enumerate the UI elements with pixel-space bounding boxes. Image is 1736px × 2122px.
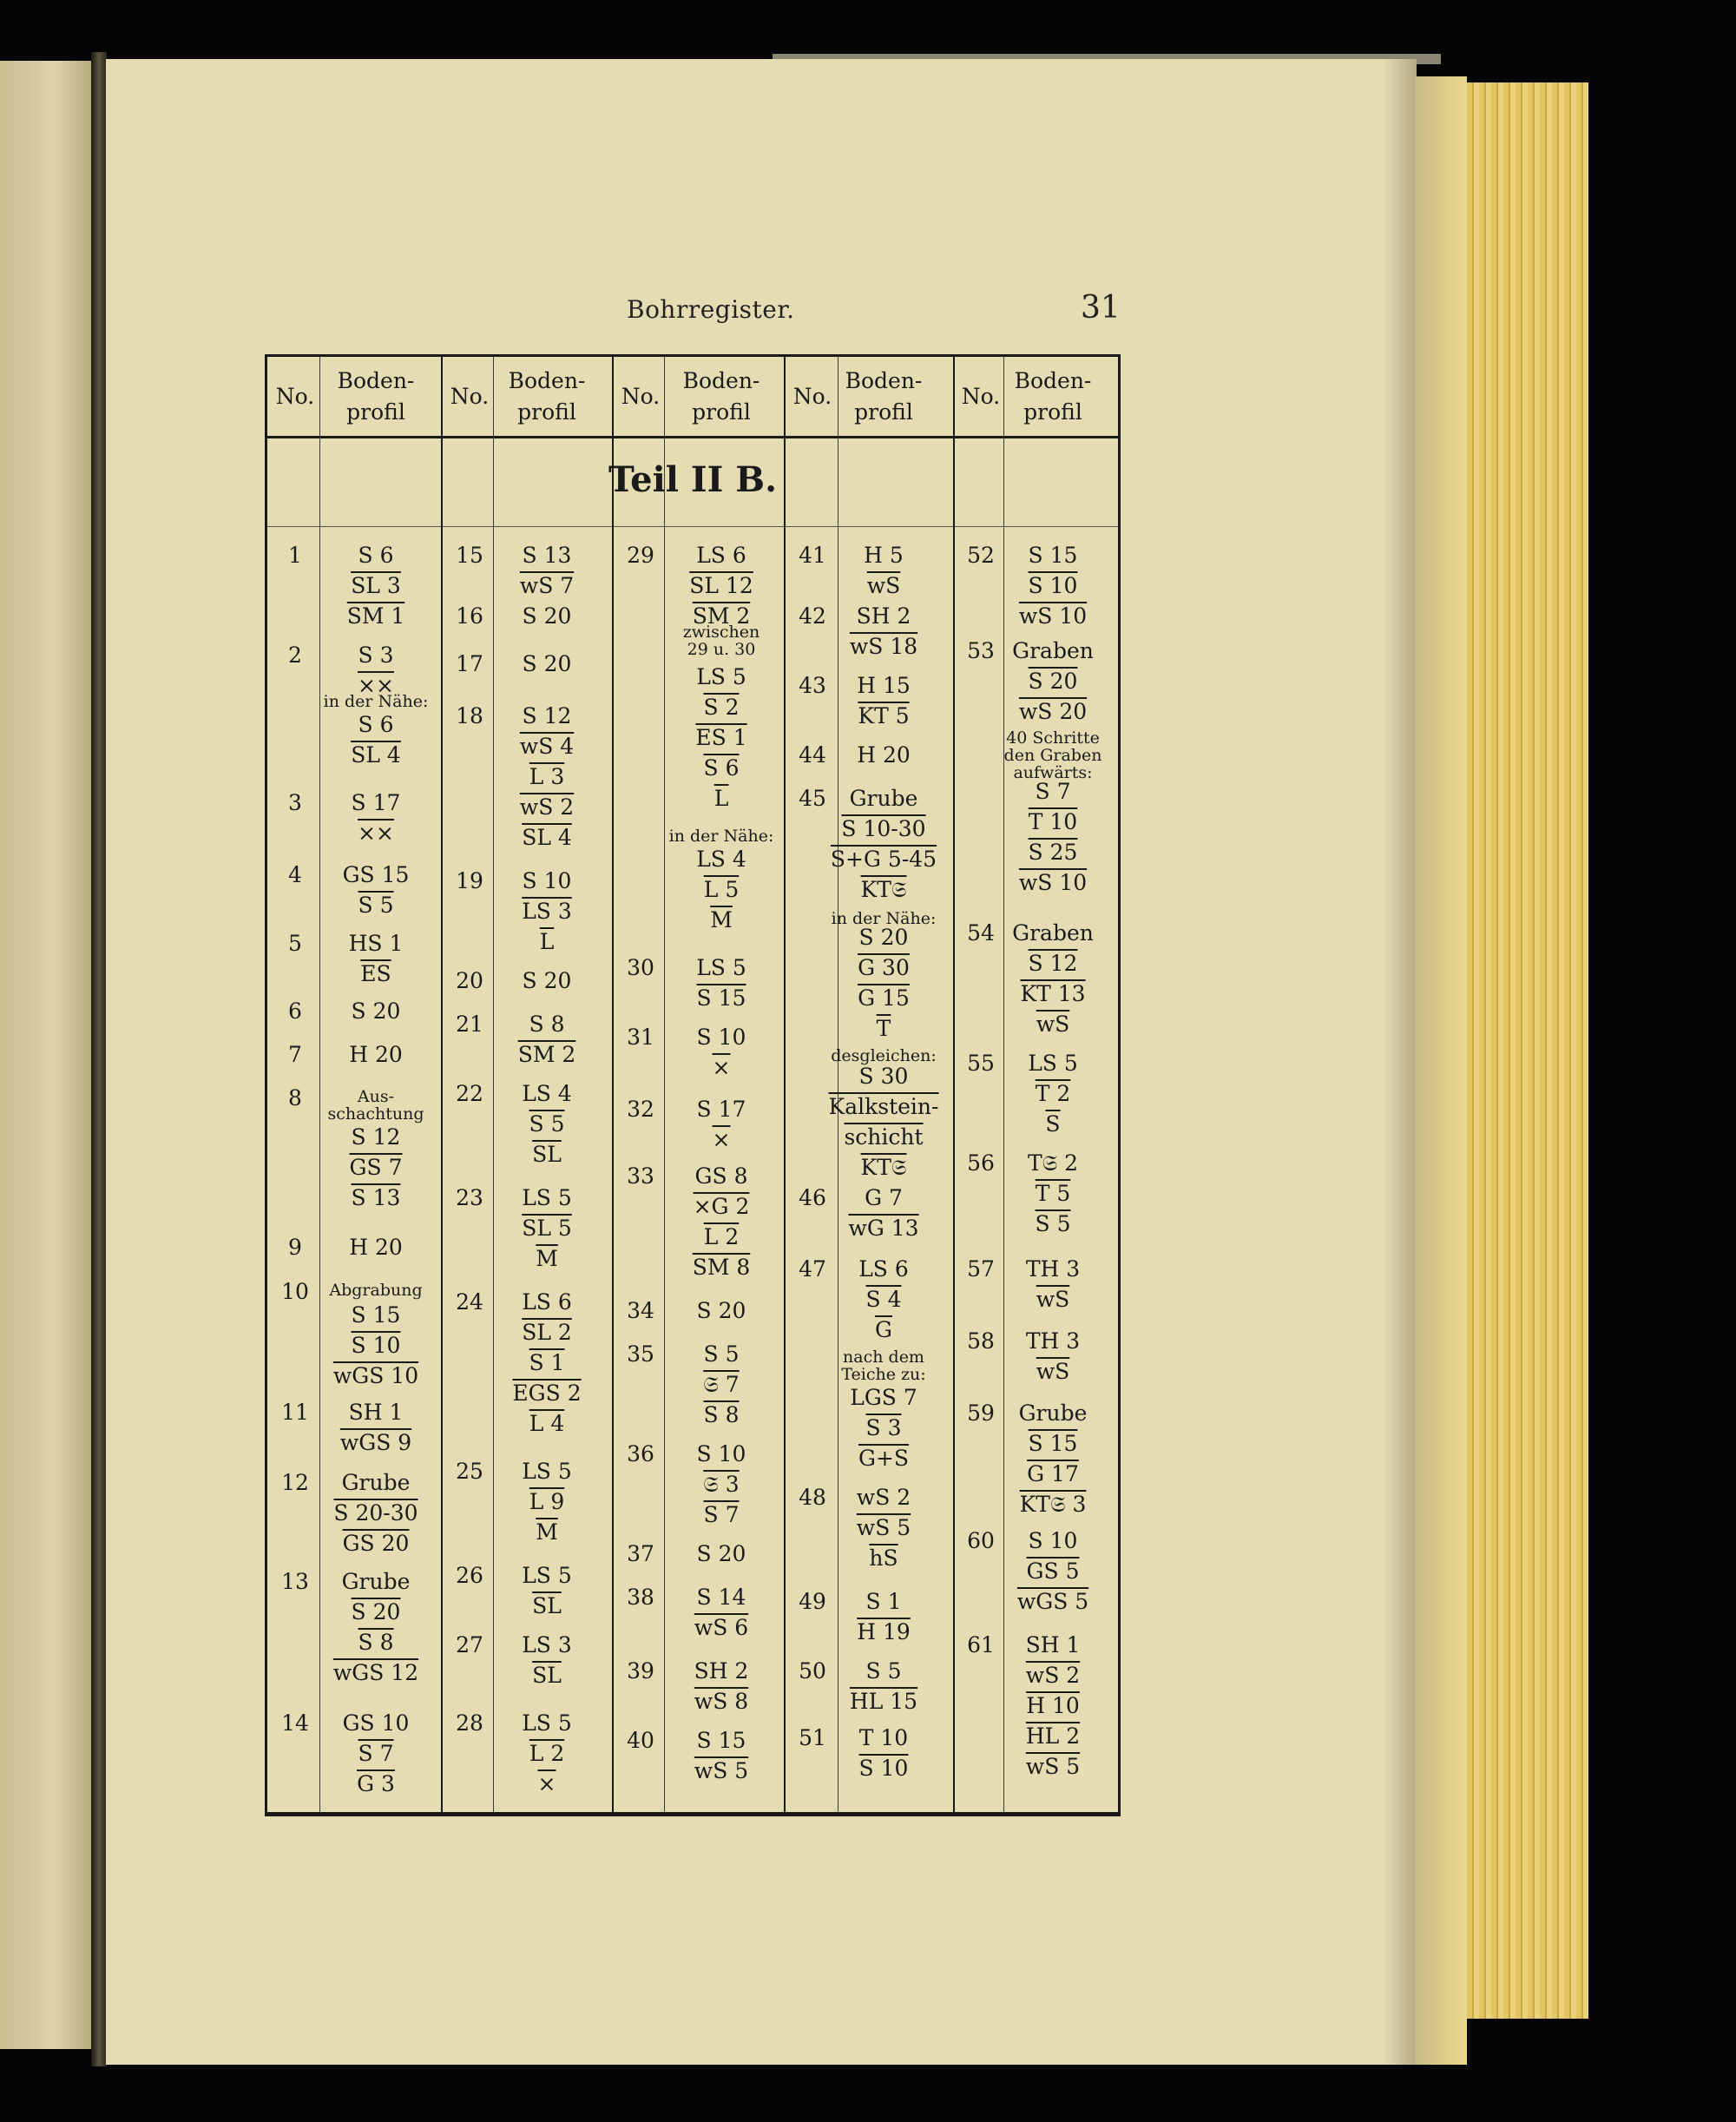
soil-layer: SL 2 <box>522 1320 572 1345</box>
soil-layer: S 20 <box>522 968 572 993</box>
soil-layer: L 2 <box>529 1741 565 1766</box>
soil-layer: LS 5 <box>696 955 746 980</box>
boring-number: 6 <box>288 998 302 1024</box>
page-block-edges <box>1467 82 1588 2019</box>
soil-layer: G 15 <box>858 985 910 1011</box>
boring-number: 47 <box>799 1256 826 1282</box>
soil-layer: Grube <box>341 1470 411 1495</box>
soil-layer: wGS 5 <box>1016 1589 1089 1614</box>
soil-layer: $\overline{SL}$ <box>532 1142 562 1167</box>
soil-layer: GS 5 <box>1026 1559 1080 1584</box>
soil-layer: SL 4 <box>522 825 572 850</box>
boring-number: 11 <box>281 1400 309 1425</box>
boring-number: 57 <box>967 1256 995 1282</box>
soil-layer: × <box>537 1771 556 1796</box>
soil-layer: SH 1 <box>1025 1632 1081 1657</box>
soil-layer: SH 1 <box>348 1400 404 1425</box>
boring-number: 27 <box>456 1632 483 1657</box>
soil-layer: LS 5 <box>522 1563 572 1588</box>
soil-layer: S 6 <box>358 712 394 737</box>
boring-number: 40 <box>627 1728 654 1753</box>
boring-number: 39 <box>627 1658 654 1684</box>
soil-layer: S 6 <box>703 755 740 781</box>
soil-layer: SL 4 <box>351 742 401 768</box>
soil-layer: 𝔖 7 <box>703 1372 740 1397</box>
soil-layer: H 19 <box>857 1619 911 1644</box>
boring-number: 37 <box>627 1541 654 1566</box>
soil-layer: S 3 <box>358 643 394 668</box>
left-page-edge <box>0 61 91 2049</box>
book-gutter <box>91 52 107 2066</box>
soil-layer: S 20 <box>1028 669 1078 694</box>
soil-layer: S 15 <box>696 1728 746 1753</box>
header-bodenprofil: Boden- profil <box>337 367 415 425</box>
soil-layer: GS 8 <box>694 1163 748 1189</box>
boring-number: 19 <box>456 868 483 893</box>
location-note: in der Nähe: <box>831 909 937 928</box>
soil-layer: $\overline{hS}$ <box>869 1545 898 1571</box>
soil-layer: S 17 <box>696 1097 746 1122</box>
soil-layer: S 1 <box>529 1350 565 1375</box>
soil-layer: S 7 <box>703 1502 740 1527</box>
soil-layer: SM 8 <box>692 1255 751 1280</box>
soil-layer: LS 5 <box>522 1185 572 1210</box>
soil-layer: T 5 <box>1035 1181 1071 1206</box>
soil-layer: S 15 <box>1028 543 1078 568</box>
soil-layer: S 15 <box>1028 1431 1078 1456</box>
soil-layer: S 14 <box>696 1585 746 1610</box>
soil-layer: TH 3 <box>1025 1328 1081 1354</box>
location-note: Aus- schachtung <box>327 1087 424 1124</box>
soil-layer: L 5 <box>703 877 740 902</box>
soil-layer: $\overline{wS}$ <box>1036 1012 1070 1037</box>
soil-layer: $\overline{SL}$ <box>532 1663 562 1688</box>
page-number: 31 <box>1081 290 1121 326</box>
soil-layer: wS 4 <box>519 734 575 759</box>
location-note: Abgrabung <box>329 1281 423 1300</box>
soil-layer: $\overline{M}$ <box>536 1519 558 1545</box>
soil-layer: S 20 <box>696 1298 746 1323</box>
soil-layer: HS 1 <box>348 931 404 956</box>
soil-layer: H 20 <box>349 1235 403 1260</box>
soil-layer: S 8 <box>703 1402 740 1427</box>
header-bodenprofil: Boden- profil <box>845 367 923 425</box>
soil-layer: S 30 <box>858 1064 909 1089</box>
soil-layer: KT 13 <box>1020 981 1086 1006</box>
soil-layer: S 20 <box>351 1599 401 1624</box>
soil-layer: S 15 <box>696 985 746 1011</box>
soil-layer: S 20 <box>522 651 572 676</box>
soil-layer: wS 2 <box>856 1485 911 1510</box>
soil-layer: S 10 <box>696 1025 746 1050</box>
soil-layer: S+G 5-45 <box>830 847 937 872</box>
boring-number: 26 <box>456 1563 483 1588</box>
soil-layer: HL 2 <box>1025 1723 1081 1749</box>
soil-layer: wG 13 <box>848 1216 919 1241</box>
location-note: in der Nähe: <box>668 827 774 846</box>
boring-number: 30 <box>627 955 654 980</box>
header-no: No. <box>961 383 1001 409</box>
boring-number: 52 <box>967 543 995 568</box>
soil-layer: LS 6 <box>696 543 746 568</box>
soil-layer: S 6 <box>358 543 394 568</box>
boring-number: 2 <box>288 643 302 668</box>
location-note: nach dem Teiche zu: <box>841 1348 926 1384</box>
soil-layer: S 5 <box>529 1111 565 1137</box>
header-no: No. <box>450 383 490 409</box>
soil-layer: S 8 <box>529 1012 565 1037</box>
boring-number: 24 <box>456 1289 483 1315</box>
soil-layer: wGS 10 <box>332 1363 419 1388</box>
boring-number: 54 <box>967 920 995 946</box>
soil-layer: SM 2 <box>517 1042 576 1067</box>
section-title: Teil II B. <box>608 459 778 500</box>
soil-layer: S 13 <box>351 1185 401 1210</box>
boring-number: 43 <box>799 673 826 698</box>
boring-number: 25 <box>456 1459 483 1484</box>
soil-layer: H 15 <box>857 673 911 698</box>
soil-layer: S 1 <box>865 1589 902 1614</box>
soil-layer: LS 4 <box>522 1081 572 1106</box>
soil-layer: $\overline{wS}$ <box>1036 1359 1070 1384</box>
header-no: No. <box>621 383 661 409</box>
soil-layer: L 9 <box>529 1489 565 1514</box>
soil-layer: wS 5 <box>1025 1754 1081 1779</box>
soil-layer: S 12 <box>351 1124 401 1150</box>
boring-number: 1 <box>288 543 302 568</box>
boring-number: 9 <box>288 1235 302 1260</box>
boring-number: 21 <box>456 1012 483 1037</box>
boring-number: 17 <box>456 651 483 676</box>
boring-number: 33 <box>627 1163 654 1189</box>
soil-layer: $\overline{wS}$ <box>866 573 901 598</box>
soil-layer: SH 2 <box>856 603 911 629</box>
soil-layer: LS 5 <box>1028 1051 1078 1076</box>
boring-number: 38 <box>627 1585 654 1610</box>
soil-layer: EGS 2 <box>512 1381 582 1406</box>
boring-number: 31 <box>627 1025 654 1050</box>
boring-number: 20 <box>456 968 483 993</box>
soil-layer: T𝔖 2 <box>1027 1150 1079 1176</box>
soil-layer: H 20 <box>349 1042 403 1067</box>
soil-layer: S 5 <box>865 1658 902 1684</box>
boring-number: 36 <box>627 1441 654 1466</box>
soil-layer: ×× <box>358 673 394 698</box>
soil-layer: SL 3 <box>351 573 401 598</box>
soil-layer: SM 2 <box>692 603 751 629</box>
soil-layer: Graben <box>1012 920 1094 946</box>
location-note: zwischen 29 u. 30 <box>682 623 760 659</box>
soil-layer: $\overline{M}$ <box>536 1246 558 1271</box>
header-bodenprofil: Boden- profil <box>1014 367 1092 425</box>
boring-number: 8 <box>288 1085 302 1110</box>
soil-layer: SL 5 <box>522 1216 572 1241</box>
soil-layer: LS 3 <box>522 899 572 924</box>
boring-number: 10 <box>281 1279 309 1304</box>
soil-layer: S 20 <box>696 1541 746 1566</box>
soil-layer: SL 12 <box>689 573 753 598</box>
soil-layer: $\overline{G}$ <box>875 1317 892 1342</box>
boring-number: 4 <box>288 862 302 887</box>
boring-number: 51 <box>799 1725 826 1750</box>
soil-layer: L 2 <box>703 1224 740 1249</box>
soil-layer: wS 8 <box>694 1689 749 1714</box>
boring-number: 61 <box>967 1632 995 1657</box>
soil-layer: GS 7 <box>349 1155 403 1180</box>
soil-layer: wS 10 <box>1018 870 1088 895</box>
soil-layer: $\overline{M}$ <box>710 907 733 932</box>
soil-layer: wS 2 <box>1025 1663 1081 1688</box>
soil-layer: S 10 <box>522 868 572 893</box>
boring-number: 44 <box>799 742 826 768</box>
boring-number: 58 <box>967 1328 995 1354</box>
soil-layer: S 10 <box>858 1756 909 1781</box>
soil-layer: Grube <box>849 786 918 811</box>
soil-layer: Grube <box>1018 1400 1088 1426</box>
soil-layer: S 17 <box>351 790 401 815</box>
boring-number: 28 <box>456 1710 483 1736</box>
bohrregister-table <box>265 354 1121 1816</box>
soil-layer: S 3 <box>865 1415 902 1440</box>
soil-layer: S 20 <box>858 925 909 950</box>
soil-layer: KT𝔖 <box>860 1155 907 1180</box>
boring-number: 35 <box>627 1341 654 1367</box>
header-no: No. <box>275 383 315 409</box>
soil-layer: wS 6 <box>694 1615 749 1640</box>
boring-number: 32 <box>627 1097 654 1122</box>
soil-layer: GS 15 <box>342 862 410 887</box>
soil-layer: $\overline{L}$ <box>713 786 729 811</box>
soil-layer: S 7 <box>358 1741 394 1766</box>
soil-layer: G 17 <box>1027 1461 1079 1486</box>
soil-layer: S 10 <box>1028 1528 1078 1553</box>
soil-layer: wS 2 <box>519 794 575 820</box>
soil-layer: wS 18 <box>849 634 918 659</box>
boring-number: 46 <box>799 1185 826 1210</box>
boring-number: 12 <box>281 1470 309 1495</box>
soil-layer: S 20 <box>351 998 401 1024</box>
boring-number: 60 <box>967 1528 995 1553</box>
soil-layer: S 2 <box>703 695 740 720</box>
boring-number: 5 <box>288 931 302 956</box>
soil-layer: $\overline{wS}$ <box>1036 1287 1070 1312</box>
soil-layer: S 10 <box>351 1333 401 1358</box>
soil-layer: T 10 <box>858 1725 909 1750</box>
soil-layer: S 13 <box>522 543 572 568</box>
boring-number: 7 <box>288 1042 302 1067</box>
header-bodenprofil: Boden- profil <box>682 367 760 425</box>
header-no: No. <box>792 383 832 409</box>
soil-layer: wGS 12 <box>332 1660 419 1685</box>
soil-layer: L 4 <box>529 1411 565 1436</box>
soil-layer: S 10-30 <box>841 816 926 841</box>
soil-layer: Graben <box>1012 638 1094 663</box>
soil-layer: wS 5 <box>856 1515 911 1540</box>
soil-layer: wS 20 <box>1018 699 1088 724</box>
boring-number: 15 <box>456 543 483 568</box>
soil-layer: $\overline{T}$ <box>876 1016 891 1041</box>
soil-layer: wS 5 <box>694 1758 749 1783</box>
soil-layer: wGS 9 <box>339 1430 412 1455</box>
soil-layer: wS 10 <box>1018 603 1088 629</box>
soil-layer: LS 5 <box>522 1459 572 1484</box>
soil-layer: × <box>712 1127 731 1152</box>
soil-layer: ES 1 <box>695 725 747 750</box>
soil-layer: wS 7 <box>519 573 575 598</box>
header-bodenprofil: Boden- profil <box>508 367 586 425</box>
soil-layer: TH 3 <box>1025 1256 1081 1282</box>
soil-layer: GS 20 <box>342 1531 410 1556</box>
soil-layer: S 20-30 <box>333 1500 418 1526</box>
soil-layer: S 15 <box>351 1302 401 1328</box>
soil-layer: H 10 <box>1026 1693 1080 1718</box>
boring-number: 49 <box>799 1589 826 1614</box>
soil-layer: $\overline{SL}$ <box>532 1593 562 1618</box>
soil-layer: LS 6 <box>522 1289 572 1315</box>
boring-number: 56 <box>967 1150 995 1176</box>
page-edges <box>1415 76 1467 2065</box>
boring-number: 59 <box>967 1400 995 1426</box>
soil-layer: GS 10 <box>342 1710 410 1736</box>
soil-layer: G 7 <box>865 1185 903 1210</box>
location-note: 40 Schritte den Graben aufwärts: <box>1003 728 1102 782</box>
soil-layer: ×G 2 <box>693 1194 750 1219</box>
boring-number: 50 <box>799 1658 826 1684</box>
soil-layer: LS 5 <box>522 1710 572 1736</box>
soil-layer: S 5 <box>358 893 394 918</box>
soil-layer: KT𝔖 3 <box>1019 1492 1087 1517</box>
soil-layer: KT 5 <box>858 703 910 728</box>
soil-layer: S 8 <box>358 1630 394 1655</box>
soil-layer: LGS 7 <box>850 1385 917 1410</box>
soil-layer: T 10 <box>1028 809 1078 834</box>
boring-number: 29 <box>627 543 654 568</box>
boring-number: 3 <box>288 790 302 815</box>
soil-layer: S 20 <box>522 603 572 629</box>
soil-layer: S 4 <box>865 1287 902 1312</box>
boring-number: 48 <box>799 1485 826 1510</box>
soil-layer: schicht <box>844 1124 924 1150</box>
soil-layer: $\overline{L}$ <box>539 929 555 954</box>
soil-layer: ×× <box>358 820 394 846</box>
soil-layer: S 25 <box>1028 840 1078 865</box>
boring-number: 55 <box>967 1051 995 1076</box>
soil-layer: L 3 <box>529 764 565 789</box>
running-title: Bohrregister. <box>627 295 795 324</box>
boring-number: 45 <box>799 786 826 811</box>
soil-layer: $\overline{ES}$ <box>360 961 391 986</box>
boring-number: 41 <box>799 543 826 568</box>
boring-number: 13 <box>281 1569 309 1594</box>
boring-number: 22 <box>456 1081 483 1106</box>
soil-layer: H 20 <box>857 742 911 768</box>
soil-layer: S 5 <box>1035 1211 1071 1236</box>
soil-layer: LS 3 <box>522 1632 572 1657</box>
soil-layer: Kalkstein- <box>828 1094 939 1119</box>
soil-layer: LS 6 <box>858 1256 909 1282</box>
soil-layer: HL 15 <box>849 1689 918 1714</box>
soil-layer: Grube <box>341 1569 411 1594</box>
soil-layer: S 5 <box>703 1341 740 1367</box>
soil-layer: G 3 <box>357 1771 395 1796</box>
location-note: in der Nähe: <box>323 692 429 711</box>
soil-layer: SH 2 <box>694 1658 749 1684</box>
boring-number: 53 <box>967 638 995 663</box>
boring-number: 34 <box>627 1298 654 1323</box>
soil-layer: S 7 <box>1035 779 1071 804</box>
boring-number: 14 <box>281 1710 309 1736</box>
boring-number: 16 <box>456 603 483 629</box>
soil-layer: KT𝔖 <box>860 877 907 902</box>
boring-number: 23 <box>456 1185 483 1210</box>
soil-layer: 𝔖 3 <box>703 1472 740 1497</box>
soil-layer: H 5 <box>864 543 904 568</box>
soil-layer: S 12 <box>522 703 572 728</box>
soil-layer: S 10 <box>1028 573 1078 598</box>
soil-layer: LS 4 <box>696 847 746 872</box>
soil-layer: SM 1 <box>346 603 405 629</box>
boring-number: 18 <box>456 703 483 728</box>
soil-layer: S 12 <box>1028 951 1078 976</box>
soil-layer: G+S <box>858 1446 910 1471</box>
boring-number: 42 <box>799 603 826 629</box>
soil-layer: × <box>712 1055 731 1080</box>
soil-layer: G 30 <box>858 955 910 980</box>
soil-layer: $\overline{S}$ <box>1045 1111 1061 1137</box>
location-note: desgleichen: <box>831 1046 937 1065</box>
soil-layer: LS 5 <box>696 664 746 689</box>
soil-layer: S 10 <box>696 1441 746 1466</box>
soil-layer: T 2 <box>1035 1081 1071 1106</box>
